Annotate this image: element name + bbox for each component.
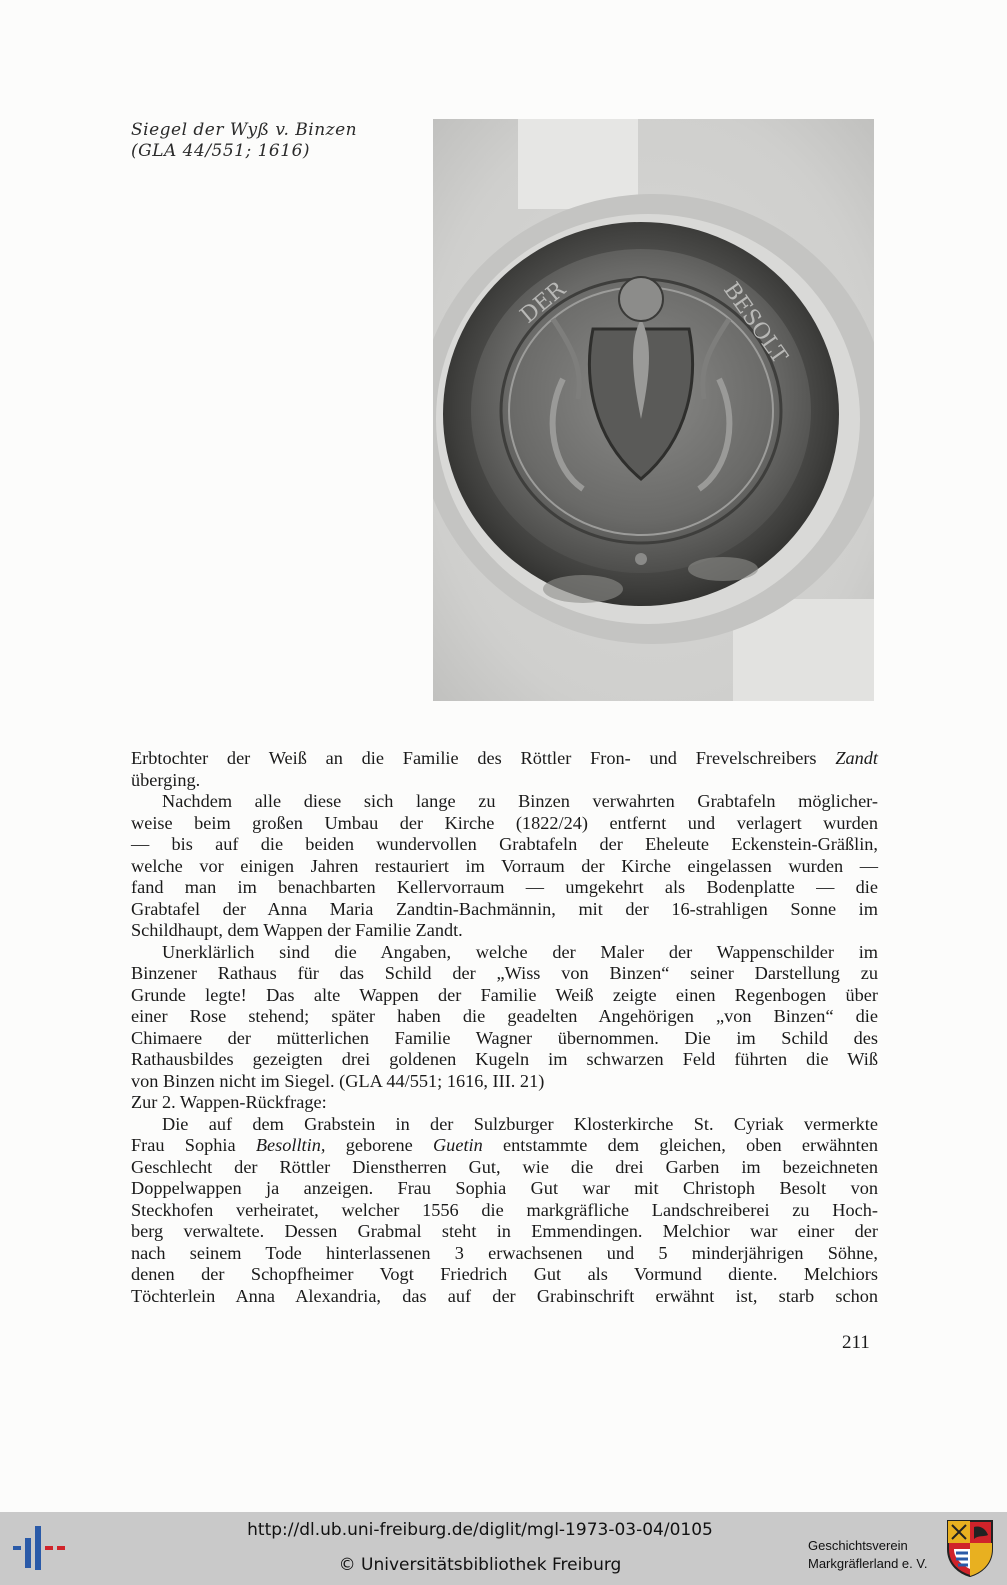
seal-inscription-right: BESOLT [718,278,792,369]
footer-copyright: © Universitätsbibliothek Freiburg [338,1555,622,1575]
paragraph-5-line-1: Die auf dem Grabstein in der Sulzburger Klosterkirche St. Cyriak vermerkte [162,1113,878,1134]
paragraph-2-line-7: Schildhaupt, dem Wappen der Familie Zandt. [131,920,463,940]
page-number: 211 [842,1332,870,1353]
paragraph-3-line-1: Unerklärlich sind die Angaben, welche der Maler der Wappenschilder im [162,941,878,962]
paragraph-5-line-4: Doppelwappen ja anzeigen. Frau Sophia Gut war mit Christoph Besolt von [131,1178,878,1198]
figure-caption [131,120,357,162]
paragraph-5-line-7: nach seinem Tode hinterlassenen 3 erwachsenen und 5 minderjährigen Söhne, [131,1242,878,1263]
seal-inscription-left: DER [515,277,571,329]
paragraph-3-line-3: Grunde legte! Das alte Wappen der Familie Weiß zeigte einen Regenbogen über [131,984,878,1005]
footer-organization [808,1537,927,1573]
body-text [131,748,878,1307]
org-line-2: Markgräflerland e. V. [808,1556,928,1571]
name-besolltin: Besolltin, [255,1135,326,1155]
footer-url-link[interactable]: http://dl.ub.uni-freiburg.de/diglit/mgl-1973-03-04/0105 [247,1520,713,1540]
name-zandt: Zandt [835,748,878,768]
paragraph-3-line-4: einer Rose stehend; später haben die geadelten Angehörigen „von Binzen“ die [131,1006,878,1026]
seal-photo [433,119,874,701]
paragraph-3-line-6: Rathausbildes gezeigten drei goldenen Kugeln im schwarzen Feld führten die Wiß [131,1049,878,1069]
paragraph-2-line-1: Nachdem alle diese sich lange zu Binzen verwahrten Grabtafeln möglicher- [162,791,878,811]
paragraph-5-line-5: Steckhofen verheiratet, welcher 1556 die markgräfliche Landschreiberei zu Hoch- [131,1199,878,1220]
paragraph-1-line-1: Erbtochter der Weiß an die Familie des Röttler Fron- und Frevelschreibers Zandt [131,748,878,768]
paragraph-3-line-2: Binzener Rathaus für das Schild der „Wiss von Binzen“ seiner Darstellung zu [131,963,878,983]
paragraph-5-line-2: Frau Sophia Besolltin, geborene Guetin entstammte dem gleichen, oben erwähnten [131,1135,879,1155]
caption-line-1: Siegel der Wyß v. Binzen [131,120,358,140]
org-line-1: Geschichtsverein [808,1538,908,1553]
paragraph-5-line-3: Geschlecht der Röttler Dienstherren Gut, wie die drei Garben im bezeichneten [131,1156,878,1177]
paragraph-1-line-2: überging. [131,769,201,790]
paragraph-2-line-2: weise beim großen Umbau der Kirche (1822/24) entfernt und verlagert wurden [131,812,878,833]
paragraph-2-line-3: — bis auf die beiden wundervollen Grabtafeln der Eheleute Eckenstein-Gräßlin, [131,834,878,854]
paragraph-5-line-9: Töchterlein Anna Alexandria, das auf der Grabinschrift erwähnt ist, starb schon [131,1285,878,1306]
paragraph-2-line-5: fand man im benachbarten Kellervorraum — umgekehrt als Bodenplatte — die [131,877,878,897]
paragraph-2-line-6: Grabtafel der Anna Maria Zandtin-Bachmännin, mit der 16-strahligen Sonne im [131,898,878,919]
paragraph-3-line-5: Chimaere der mütterlichen Familie Wagner übernommen. Die im Schild des [131,1027,878,1048]
name-guetin: Guetin [432,1135,483,1155]
paragraph-5-line-6: berg verwaltete. Dessen Grabmal steht in Emmendingen. Melchior war einer der [131,1221,878,1241]
section-heading: Zur 2. Wappen-Rückfrage: [131,1092,327,1112]
coat-of-arms-icon [946,1519,994,1577]
ub-freiburg-logo-icon [13,1524,65,1574]
paragraph-2-line-4: welche vor einigen Jahren restauriert im Vorraum der Kirche eingelassen wurden — [131,855,878,876]
paragraph-5-line-8: denen der Schopfheimer Vogt Friedrich Gut als Vormund diente. Melchiors [131,1264,878,1284]
caption-line-2: (GLA 44/551; 1616) [131,141,311,161]
paragraph-3-line-7: von Binzen nicht im Siegel. (GLA 44/551; 1616, III. 21) [131,1070,545,1091]
